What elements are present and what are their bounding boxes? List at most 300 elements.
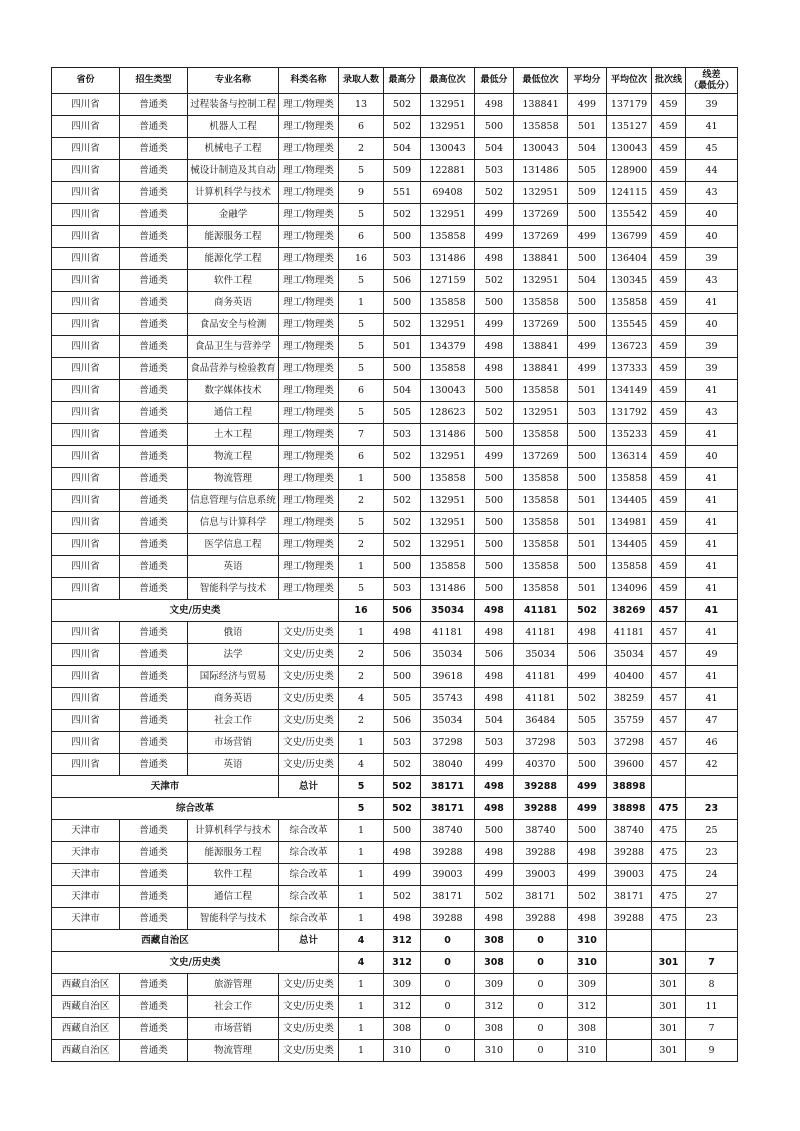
line-diff-cell: 46 [686,732,738,754]
admitted-cell: 1 [339,996,384,1018]
subtotal-value: 41 [686,600,738,622]
table-row [52,116,738,138]
table-row [52,996,738,1018]
subtotal-value: 38269 [607,600,652,622]
subtotal-value: 506 [384,600,421,622]
max-score-cell: 500 [384,292,421,314]
type-cell: 普通类 [120,94,188,116]
type-cell: 普通类 [120,468,188,490]
subject-cell: 理工/物理类 [279,94,339,116]
major-cell: 金融学 [188,204,279,226]
header-admitted: 录取人数 [339,68,384,94]
subject-cell: 理工/物理类 [279,116,339,138]
subtotal-value: 502 [384,798,421,820]
type-cell: 普通类 [120,842,188,864]
line-diff-cell: 41 [686,292,738,314]
table-row [52,292,738,314]
table-row [52,666,738,688]
table-row [52,622,738,644]
admitted-cell: 16 [339,248,384,270]
avg-rank-cell: 130345 [607,270,652,292]
batch-line-cell: 457 [652,710,686,732]
max-score-cell: 308 [384,1018,421,1040]
batch-line-cell: 459 [652,314,686,336]
province-cell: 四川省 [52,226,120,248]
province-cell: 四川省 [52,94,120,116]
type-cell: 普通类 [120,688,188,710]
avg-score-cell: 498 [568,908,607,930]
province-cell: 四川省 [52,116,120,138]
batch-line-cell: 475 [652,820,686,842]
type-cell: 普通类 [120,490,188,512]
subtotal-label: 综合改革 [52,798,339,820]
min-rank-cell: 138841 [514,94,568,116]
type-cell: 普通类 [120,1018,188,1040]
type-cell: 普通类 [120,248,188,270]
min-rank-cell: 132951 [514,270,568,292]
batch-line-cell: 459 [652,204,686,226]
min-rank-cell: 41181 [514,666,568,688]
min-rank-cell: 35034 [514,644,568,666]
total-value [686,930,738,952]
table-row [52,556,738,578]
line-diff-cell: 41 [686,666,738,688]
province-cell: 四川省 [52,402,120,424]
line-diff-cell: 44 [686,160,738,182]
subject-cell: 理工/物理类 [279,270,339,292]
table-row [52,424,738,446]
type-cell: 普通类 [120,292,188,314]
batch-line-cell: 457 [652,688,686,710]
province-cell: 四川省 [52,666,120,688]
major-cell: 计算机科学与技术 [188,820,279,842]
min-rank-cell: 132951 [514,402,568,424]
major-cell: 英语 [188,754,279,776]
subtotal-value: 475 [652,798,686,820]
line-diff-cell: 41 [686,622,738,644]
subject-cell: 理工/物理类 [279,468,339,490]
line-diff-cell: 40 [686,314,738,336]
max-score-cell: 502 [384,754,421,776]
max-score-cell: 509 [384,160,421,182]
max-rank-cell: 132951 [421,490,475,512]
max-rank-cell: 132951 [421,512,475,534]
header-max-rank: 最高位次 [421,68,475,94]
avg-rank-cell: 38171 [607,886,652,908]
max-rank-cell: 132951 [421,314,475,336]
subject-cell: 综合改革 [279,820,339,842]
line-diff-cell: 39 [686,94,738,116]
table-row [52,358,738,380]
subject-cell: 文史/历史类 [279,710,339,732]
min-rank-cell: 38171 [514,886,568,908]
major-cell: 物流工程 [188,446,279,468]
major-cell: 信息管理与信息系统 [188,490,279,512]
admitted-cell: 6 [339,446,384,468]
admitted-cell: 5 [339,512,384,534]
total-label: 总计 [279,930,339,952]
line-diff-cell: 39 [686,358,738,380]
major-cell: 法学 [188,644,279,666]
subtotal-value: 308 [475,952,514,974]
subject-cell: 文史/历史类 [279,688,339,710]
table-row [52,754,738,776]
batch-line-cell: 459 [652,138,686,160]
avg-score-cell: 500 [568,754,607,776]
batch-line-cell: 457 [652,754,686,776]
avg-score-cell: 499 [568,226,607,248]
province-cell: 四川省 [52,160,120,182]
avg-rank-cell: 131792 [607,402,652,424]
major-cell: 智能科学与技术 [188,908,279,930]
batch-line-cell: 459 [652,94,686,116]
type-cell: 普通类 [120,116,188,138]
min-rank-cell: 138841 [514,248,568,270]
subtotal-row [52,798,738,820]
major-cell: 社会工作 [188,710,279,732]
line-diff-cell: 41 [686,578,738,600]
avg-score-cell: 503 [568,402,607,424]
min-score-cell: 499 [475,446,514,468]
batch-line-cell: 475 [652,886,686,908]
subtotal-value: 35034 [421,600,475,622]
max-rank-cell: 135858 [421,226,475,248]
subject-cell: 理工/物理类 [279,314,339,336]
min-score-cell: 500 [475,116,514,138]
type-cell: 普通类 [120,578,188,600]
min-score-cell: 499 [475,226,514,248]
header-line-diff-note: （最低分） [688,80,734,91]
line-diff-cell: 39 [686,336,738,358]
avg-score-cell: 500 [568,292,607,314]
subject-cell: 理工/物理类 [279,248,339,270]
avg-rank-cell: 124115 [607,182,652,204]
line-diff-cell: 24 [686,864,738,886]
min-rank-cell: 39288 [514,842,568,864]
min-rank-cell: 39003 [514,864,568,886]
min-rank-cell: 135858 [514,424,568,446]
line-diff-cell: 7 [686,1018,738,1040]
avg-score-cell: 499 [568,358,607,380]
avg-score-cell: 308 [568,1018,607,1040]
type-cell: 普通类 [120,512,188,534]
admitted-cell: 1 [339,886,384,908]
max-score-cell: 500 [384,556,421,578]
avg-score-cell: 501 [568,534,607,556]
avg-score-cell: 499 [568,94,607,116]
subject-cell: 理工/物理类 [279,292,339,314]
table-row [52,402,738,424]
table-row [52,94,738,116]
min-score-cell: 500 [475,468,514,490]
batch-line-cell: 459 [652,512,686,534]
max-score-cell: 500 [384,226,421,248]
major-cell: 俄语 [188,622,279,644]
max-rank-cell: 131486 [421,248,475,270]
min-rank-cell: 39288 [514,908,568,930]
total-value: 38171 [421,776,475,798]
major-cell: 通信工程 [188,402,279,424]
max-rank-cell: 134379 [421,336,475,358]
max-rank-cell: 35743 [421,688,475,710]
batch-line-cell: 459 [652,336,686,358]
min-rank-cell: 137269 [514,314,568,336]
table-row [52,512,738,534]
max-rank-cell: 38740 [421,820,475,842]
avg-rank-cell: 135545 [607,314,652,336]
major-cell: 商务英语 [188,688,279,710]
min-score-cell: 312 [475,996,514,1018]
avg-rank-cell: 37298 [607,732,652,754]
batch-line-cell: 459 [652,534,686,556]
batch-line-cell: 457 [652,622,686,644]
subject-cell: 理工/物理类 [279,402,339,424]
avg-rank-cell: 135858 [607,468,652,490]
batch-line-cell: 459 [652,490,686,512]
batch-line-cell: 301 [652,1018,686,1040]
min-score-cell: 504 [475,710,514,732]
min-rank-cell: 135858 [514,534,568,556]
max-rank-cell: 135858 [421,292,475,314]
subject-cell: 理工/物理类 [279,336,339,358]
type-cell: 普通类 [120,204,188,226]
subtotal-value: 23 [686,798,738,820]
max-score-cell: 503 [384,578,421,600]
max-score-cell: 500 [384,468,421,490]
subject-cell: 文史/历史类 [279,1018,339,1040]
line-diff-cell: 41 [686,688,738,710]
max-score-cell: 502 [384,886,421,908]
avg-score-cell: 500 [568,248,607,270]
province-cell: 四川省 [52,182,120,204]
min-score-cell: 500 [475,578,514,600]
table-row [52,908,738,930]
major-cell: 商务英语 [188,292,279,314]
total-value [652,930,686,952]
avg-rank-cell: 136404 [607,248,652,270]
batch-line-cell: 301 [652,974,686,996]
admitted-cell: 6 [339,380,384,402]
total-value: 312 [384,930,421,952]
province-cell: 西藏自治区 [52,1040,120,1062]
min-score-cell: 499 [475,864,514,886]
min-rank-cell: 0 [514,974,568,996]
type-cell: 普通类 [120,644,188,666]
type-cell: 普通类 [120,358,188,380]
admitted-cell: 5 [339,578,384,600]
batch-line-cell: 457 [652,732,686,754]
province-cell: 四川省 [52,314,120,336]
avg-score-cell: 501 [568,380,607,402]
avg-score-cell: 500 [568,446,607,468]
avg-rank-cell: 35759 [607,710,652,732]
province-cell: 四川省 [52,204,120,226]
min-score-cell: 502 [475,402,514,424]
min-score-cell: 500 [475,490,514,512]
max-rank-cell: 38171 [421,886,475,908]
major-cell: 食品营养与检验教育 [188,358,279,380]
max-rank-cell: 130043 [421,138,475,160]
subtotal-value: 499 [568,798,607,820]
batch-line-cell: 459 [652,292,686,314]
type-cell: 普通类 [120,182,188,204]
subtotal-value [607,952,652,974]
subject-cell: 文史/历史类 [279,1040,339,1062]
subtotal-value: 301 [652,952,686,974]
subtotal-value: 312 [384,952,421,974]
subject-cell: 理工/物理类 [279,380,339,402]
line-diff-cell: 43 [686,182,738,204]
subtotal-value: 38171 [421,798,475,820]
avg-score-cell: 309 [568,974,607,996]
min-rank-cell: 38740 [514,820,568,842]
admitted-cell: 2 [339,666,384,688]
province-cell: 四川省 [52,292,120,314]
min-score-cell: 500 [475,534,514,556]
min-score-cell: 308 [475,1018,514,1040]
line-diff-cell: 40 [686,226,738,248]
avg-score-cell: 505 [568,160,607,182]
avg-rank-cell: 39600 [607,754,652,776]
type-cell: 普通类 [120,732,188,754]
major-cell: 软件工程 [188,270,279,292]
total-value [652,776,686,798]
min-rank-cell: 137269 [514,446,568,468]
table-row [52,688,738,710]
avg-score-cell: 506 [568,644,607,666]
avg-rank-cell: 39003 [607,864,652,886]
subtotal-value: 4 [339,952,384,974]
batch-line-cell: 459 [652,358,686,380]
admitted-cell: 6 [339,116,384,138]
major-cell: 软件工程 [188,864,279,886]
max-rank-cell: 135858 [421,358,475,380]
subtotal-value: 16 [339,600,384,622]
line-diff-cell: 43 [686,402,738,424]
type-cell: 普通类 [120,974,188,996]
line-diff-cell: 41 [686,512,738,534]
major-cell: 食品安全与检测 [188,314,279,336]
min-rank-cell: 135858 [514,578,568,600]
batch-line-cell: 457 [652,666,686,688]
subject-cell: 综合改革 [279,864,339,886]
admitted-cell: 4 [339,754,384,776]
max-score-cell: 502 [384,314,421,336]
type-cell: 普通类 [120,754,188,776]
table-row [52,182,738,204]
major-cell: 物流管理 [188,468,279,490]
subtotal-row [52,952,738,974]
header-avg-rank: 平均位次 [607,68,652,94]
major-cell: 能源化学工程 [188,248,279,270]
type-cell: 普通类 [120,314,188,336]
avg-rank-cell: 135858 [607,556,652,578]
table-row [52,160,738,182]
subject-cell: 理工/物理类 [279,446,339,468]
line-diff-cell: 25 [686,820,738,842]
max-rank-cell: 132951 [421,534,475,556]
min-rank-cell: 36484 [514,710,568,732]
max-score-cell: 309 [384,974,421,996]
max-rank-cell: 0 [421,1018,475,1040]
table-row [52,732,738,754]
type-cell: 普通类 [120,666,188,688]
min-score-cell: 504 [475,138,514,160]
avg-rank-cell: 136799 [607,226,652,248]
admission-score-table [51,67,738,1062]
max-score-cell: 504 [384,138,421,160]
max-score-cell: 501 [384,336,421,358]
min-rank-cell: 135858 [514,116,568,138]
max-rank-cell: 69408 [421,182,475,204]
max-rank-cell: 0 [421,996,475,1018]
major-cell: 机械电子工程 [188,138,279,160]
type-cell: 普通类 [120,336,188,358]
admitted-cell: 1 [339,622,384,644]
subtotal-label: 文史/历史类 [52,600,339,622]
total-value: 4 [339,930,384,952]
avg-score-cell: 500 [568,468,607,490]
min-score-cell: 498 [475,908,514,930]
subject-cell: 文史/历史类 [279,732,339,754]
major-cell: 能源服务工程 [188,842,279,864]
min-score-cell: 498 [475,94,514,116]
batch-line-cell: 459 [652,556,686,578]
max-score-cell: 500 [384,358,421,380]
subtotal-value: 38898 [607,798,652,820]
min-score-cell: 500 [475,512,514,534]
table-row [52,534,738,556]
major-cell: 社会工作 [188,996,279,1018]
admitted-cell: 2 [339,644,384,666]
major-cell: 通信工程 [188,886,279,908]
min-rank-cell: 135858 [514,490,568,512]
admitted-cell: 1 [339,908,384,930]
min-score-cell: 309 [475,974,514,996]
max-score-cell: 503 [384,732,421,754]
line-diff-cell: 41 [686,534,738,556]
total-value: 5 [339,776,384,798]
subject-cell: 理工/物理类 [279,490,339,512]
batch-line-cell: 457 [652,644,686,666]
admitted-cell: 9 [339,182,384,204]
province-cell: 天津市 [52,820,120,842]
min-score-cell: 500 [475,380,514,402]
total-label: 总计 [279,776,339,798]
min-score-cell: 498 [475,622,514,644]
min-rank-cell: 138841 [514,358,568,380]
major-cell: 智能科学与技术 [188,578,279,600]
avg-rank-cell [607,996,652,1018]
min-score-cell: 498 [475,248,514,270]
type-cell: 普通类 [120,138,188,160]
type-cell: 普通类 [120,820,188,842]
admitted-cell: 1 [339,292,384,314]
province-cell: 四川省 [52,468,120,490]
min-score-cell: 499 [475,314,514,336]
max-rank-cell: 132951 [421,94,475,116]
table-row [52,974,738,996]
province-cell: 四川省 [52,688,120,710]
min-score-cell: 310 [475,1040,514,1062]
type-cell: 普通类 [120,446,188,468]
avg-rank-cell: 136723 [607,336,652,358]
province-cell: 四川省 [52,358,120,380]
max-score-cell: 503 [384,248,421,270]
max-score-cell: 502 [384,534,421,556]
subject-cell: 文史/历史类 [279,644,339,666]
admitted-cell: 5 [339,336,384,358]
